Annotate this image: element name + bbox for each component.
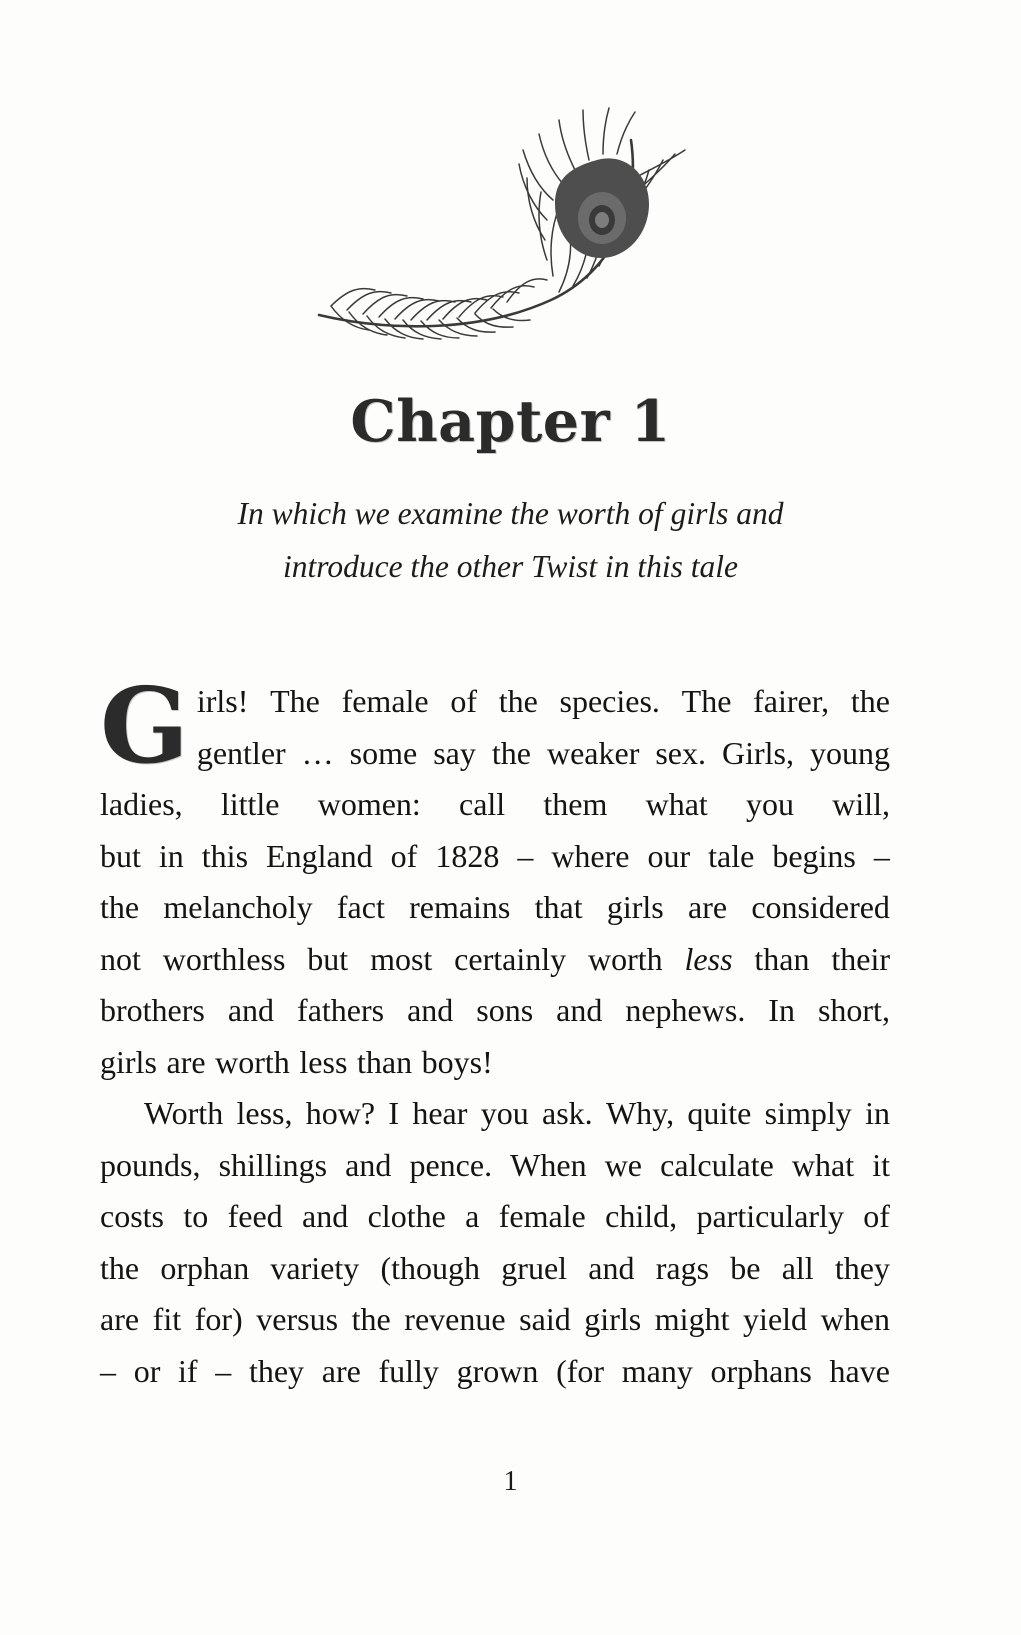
chapter-subtitle xyxy=(135,487,886,593)
text-line: costs to feed and clothe a female child, particularly of xyxy=(100,1198,890,1234)
text-line: but in this England of 1828 – where our tale begins – xyxy=(100,837,890,874)
text-line: girls are worth less than boys! xyxy=(100,1043,493,1080)
paragraph-2 xyxy=(100,1088,890,1397)
chapter-title: Chapter 1 xyxy=(350,388,671,455)
text-line: gentler … some say the weaker sex. Girls, young xyxy=(196,734,890,771)
text-line: are fit for) versus the revenue said girls might yield when xyxy=(100,1301,890,1337)
chapter-body xyxy=(100,664,890,1397)
text-line: pounds, shillings and pence. When we calculate what it xyxy=(100,1146,890,1183)
text-line: the melancholy fact remains that girls are considered xyxy=(100,889,890,925)
text-line: irls! The female of the species. The fairer, the xyxy=(196,683,890,719)
peacock-feather-ornament xyxy=(0,95,1021,375)
text-line: not worthless but most certainly worth less than their xyxy=(100,940,890,977)
text-line: ladies, little women: call them what you will, xyxy=(100,786,890,822)
text-line: brothers and fathers and sons and nephews. In short, xyxy=(100,992,890,1028)
text-line: the orphan variety (though gruel and rags be all they xyxy=(100,1249,890,1286)
page-number: 1 xyxy=(503,1466,518,1497)
chapter-subtitle-line: introduce the other Twist in this tale xyxy=(283,549,738,584)
text-line: – or if – they are fully grown (for many orphans have xyxy=(100,1352,890,1389)
emphasis-less: less xyxy=(684,940,733,977)
chapter-subtitle-line: In which we examine the worth of girls and xyxy=(237,496,784,531)
paragraph-1 xyxy=(100,664,890,1088)
drop-cap: G xyxy=(100,664,189,787)
text-line: Worth less, how? I hear you ask. Why, quite simply in xyxy=(144,1095,890,1131)
